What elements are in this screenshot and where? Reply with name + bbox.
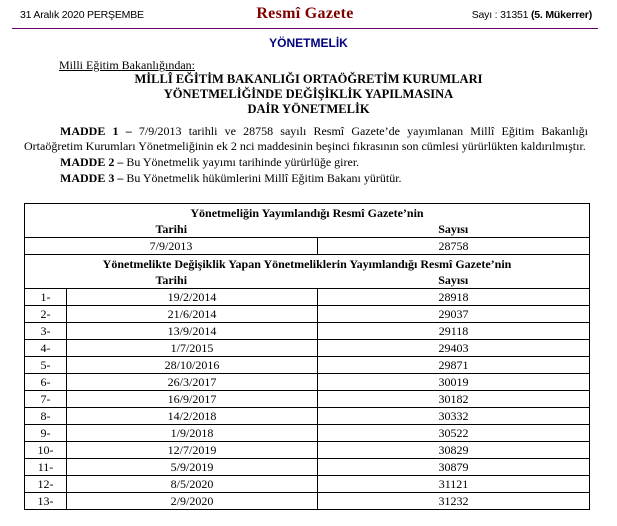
article-label: MADDE 1 – [60, 124, 132, 138]
row-number: 7- [25, 391, 67, 408]
regulation-title [0, 72, 617, 117]
original-issue-header: Sayısı [318, 221, 590, 238]
row-date: 21/6/2014 [67, 306, 318, 323]
masthead [12, 0, 598, 29]
article-text: Bu Yönetmelik hükümlerini Millî Eğitim Bakanı yürütür. [123, 171, 402, 185]
table-row [25, 323, 590, 340]
table-row [25, 340, 590, 357]
row-issue: 30522 [318, 425, 590, 442]
article-1 [24, 124, 588, 154]
row-number: 12- [25, 476, 67, 493]
row-issue: 30879 [318, 459, 590, 476]
regulation-title-line: YÖNETMELİĞİNDE DEĞİŞİKLİK YAPILMASINA [163, 87, 454, 101]
row-date: 26/3/2017 [67, 374, 318, 391]
row-number: 4- [25, 340, 67, 357]
row-issue: 31121 [318, 476, 590, 493]
article-2 [24, 155, 588, 170]
row-date: 19/2/2014 [67, 289, 318, 306]
table-row [25, 425, 590, 442]
row-number: 9- [25, 425, 67, 442]
row-date: 1/7/2015 [67, 340, 318, 357]
row-issue: 29118 [318, 323, 590, 340]
row-issue: 30019 [318, 374, 590, 391]
original-date-header: Tarihi [25, 221, 318, 238]
issue-supplement: (5. Mükerrer) [530, 9, 592, 21]
row-number: 5- [25, 357, 67, 374]
table-row [25, 493, 590, 510]
table-row [25, 408, 590, 425]
amendments-date-header: Tarihi [25, 272, 318, 289]
regulation-title-line: MİLLÎ EĞİTİM BAKANLIĞI ORTAÖĞRETİM KURUMLARI [134, 72, 483, 86]
table-row [25, 391, 590, 408]
row-number: 13- [25, 493, 67, 510]
regulation-title-line: DAİR YÖNETMELİK [247, 102, 370, 116]
table-row [25, 459, 590, 476]
article-text: 7/9/2013 tarihli ve 28758 sayılı Resmî Gazete’de yayımlanan Millî Eğitim Bakanlığı Ortaöğretim Kurumları Yönetmeliğinin ek 2 nci maddesinin beşinci fıkrasının son cümlesi yürürlükten kaldırılmıştır. [24, 124, 588, 153]
row-number: 2- [25, 306, 67, 323]
original-date: 7/9/2013 [25, 238, 318, 255]
issue-number-text: Sayı : 31351 [471, 9, 531, 21]
original-header [25, 204, 590, 238]
row-date: 8/5/2020 [67, 476, 318, 493]
row-number: 10- [25, 442, 67, 459]
row-issue: 30332 [318, 408, 590, 425]
row-date: 14/2/2018 [67, 408, 318, 425]
table-row [25, 476, 590, 493]
publication-date: 31 Aralık 2020 PERŞEMBE [20, 9, 144, 21]
article-label: MADDE 3 – [60, 171, 124, 185]
row-number: 3- [25, 323, 67, 340]
original-caption: Yönetmeliğin Yayımlandığı Resmî Gazete’nin [25, 204, 590, 222]
row-number: 11- [25, 459, 67, 476]
section-title: YÖNETMELİK [269, 36, 348, 50]
article-text: Bu Yönetmelik yayımı tarihinde yürürlüğe girer. [123, 155, 360, 169]
table-row [25, 374, 590, 391]
row-date: 28/10/2016 [67, 357, 318, 374]
amendments-issue-header: Sayısı [318, 272, 590, 289]
gazette-title: Resmî Gazete [256, 5, 354, 22]
row-number: 1- [25, 289, 67, 306]
row-date: 12/7/2019 [67, 442, 318, 459]
original-row [25, 238, 590, 255]
row-issue: 30829 [318, 442, 590, 459]
publication-history-table [24, 203, 590, 510]
row-date: 1/9/2018 [67, 425, 318, 442]
row-issue: 29871 [318, 357, 590, 374]
amendments-header [25, 255, 590, 289]
issue-number [472, 9, 592, 21]
table-row [25, 289, 590, 306]
row-issue: 30182 [318, 391, 590, 408]
row-date: 2/9/2020 [67, 493, 318, 510]
row-issue: 31232 [318, 493, 590, 510]
article-label: MADDE 2 – [60, 155, 124, 169]
row-date: 5/9/2019 [67, 459, 318, 476]
issuing-ministry: Milli Eğitim Bakanlığından: [59, 58, 195, 72]
row-issue: 28918 [318, 289, 590, 306]
row-issue: 29403 [318, 340, 590, 357]
amendments-caption: Yönetmelikte Değişiklik Yapan Yönetmeliklerin Yayımlandığı Resmî Gazete’nin [25, 255, 590, 273]
row-number: 8- [25, 408, 67, 425]
table-row [25, 306, 590, 323]
article-3 [24, 171, 588, 186]
row-date: 16/9/2017 [67, 391, 318, 408]
row-issue: 29037 [318, 306, 590, 323]
row-date: 13/9/2014 [67, 323, 318, 340]
table-row [25, 442, 590, 459]
row-number: 6- [25, 374, 67, 391]
table-row [25, 357, 590, 374]
original-issue: 28758 [318, 238, 590, 255]
amendments-body [25, 289, 590, 510]
